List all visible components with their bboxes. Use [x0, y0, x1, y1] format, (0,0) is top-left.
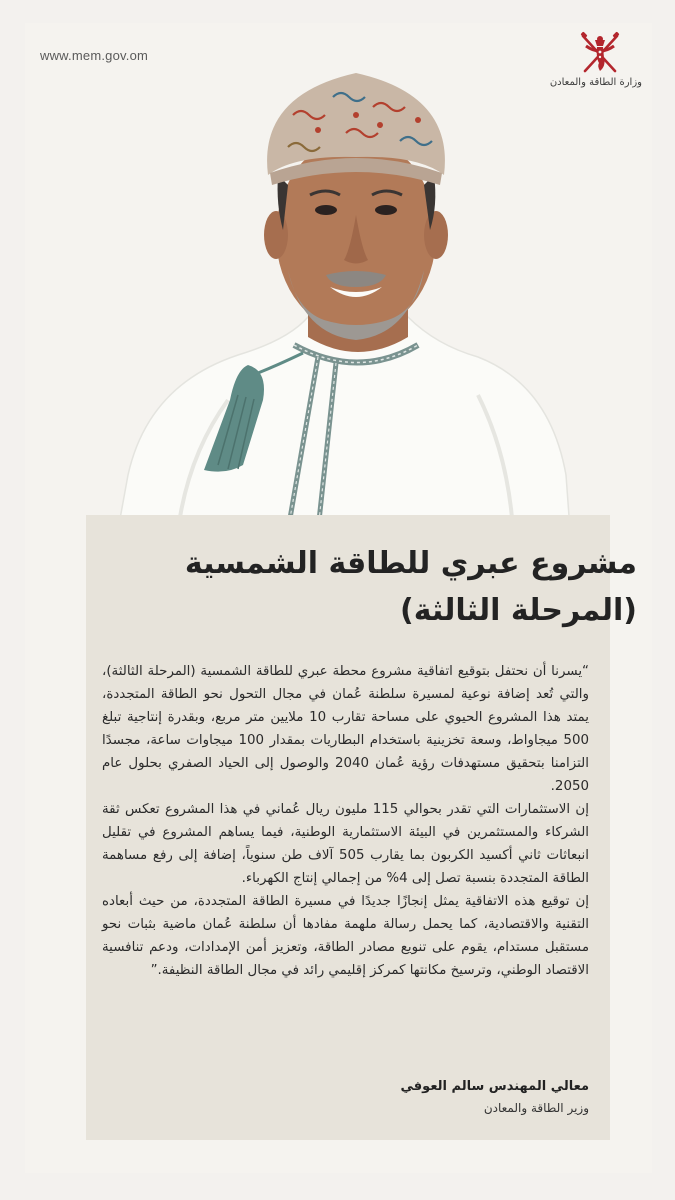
quote-paragraph-1: “يسرنا أن نحتفل بتوقيع اتفاقية مشروع محطة عبري للطاقة الشمسية (المرحلة الثالثة)، والتي تُعد إضافة نوعية لمسيرة سلطنة عُمان في مجال التحول نحو الطاقة المتجددة، يمتد هذا المشروع الحيوي على مساحة تقارب 10 ملايين متر مربع، وبقدرة إنتاجية تبلغ 500 ميجاواط، وسعة تخزينية باستخدام البطاريات بمقدار 100 ميجاوات ساعة، مجسدًا التزامنا بتحقيق مستهدفات رؤية عُمان 2040 والوصول إلى الحياد الصفري بحلول عام 2050. — [102, 664, 589, 794]
speaker-role: وزير الطاقة والمعادن — [483, 1101, 589, 1115]
website-url[interactable]: www.mem.gov.om — [40, 48, 149, 63]
ministry-logo — [549, 30, 642, 88]
khanjar-emblem-icon — [578, 30, 622, 76]
title-line-1: مشروع عبري للطاقة الشمسية — [184, 546, 637, 581]
page-title — [177, 540, 637, 634]
speaker-name: معالي المهندس سالم العوفي — [400, 1079, 589, 1094]
quote-body — [102, 660, 589, 982]
title-line-2: (المرحلة الثالثة) — [399, 593, 637, 628]
quote-paragraph-2: إن الاستثمارات التي تقدر بحوالي 115 مليون ريال عُماني في هذا المشروع تعكس ثقة الشركاء والمستثمرين في البيئة الاستثمارية الوطنية، فيما يساهم المشروع في تقليل انبعاثات ثاني أكسيد الكربون بما يقارب 505 آلاف طن سنوياً، إضافة إلى رفع مساهمة الطاقة المتجددة بنسبة تصل إلى 4% من إجمالي إنتاج الكهرباء. — [102, 802, 589, 886]
signature-block — [289, 1077, 589, 1119]
quote-paragraph-3: إن توقيع هذه الاتفاقية يمثل إنجازًا جديدًا في مسيرة الطاقة المتجددة، من حيث أبعاده التقنية والاقتصادية، كما يحمل رسالة ملهمة مفادها أن سلطنة عُمان ماضية بثبات نحو مستقبل مستدام، يقوم على تنويع مصادر الطاقة، وتعزيز أمن الإمدادات، ودعم تنافسية الاقتصاد الوطني، وترسيخ مكانتها كمركز إقليمي رائد في مجال الطاقة النظيفة.” — [102, 894, 589, 978]
minister-portrait — [118, 55, 570, 530]
ministry-name: وزارة الطاقة والمعادن — [549, 77, 642, 88]
